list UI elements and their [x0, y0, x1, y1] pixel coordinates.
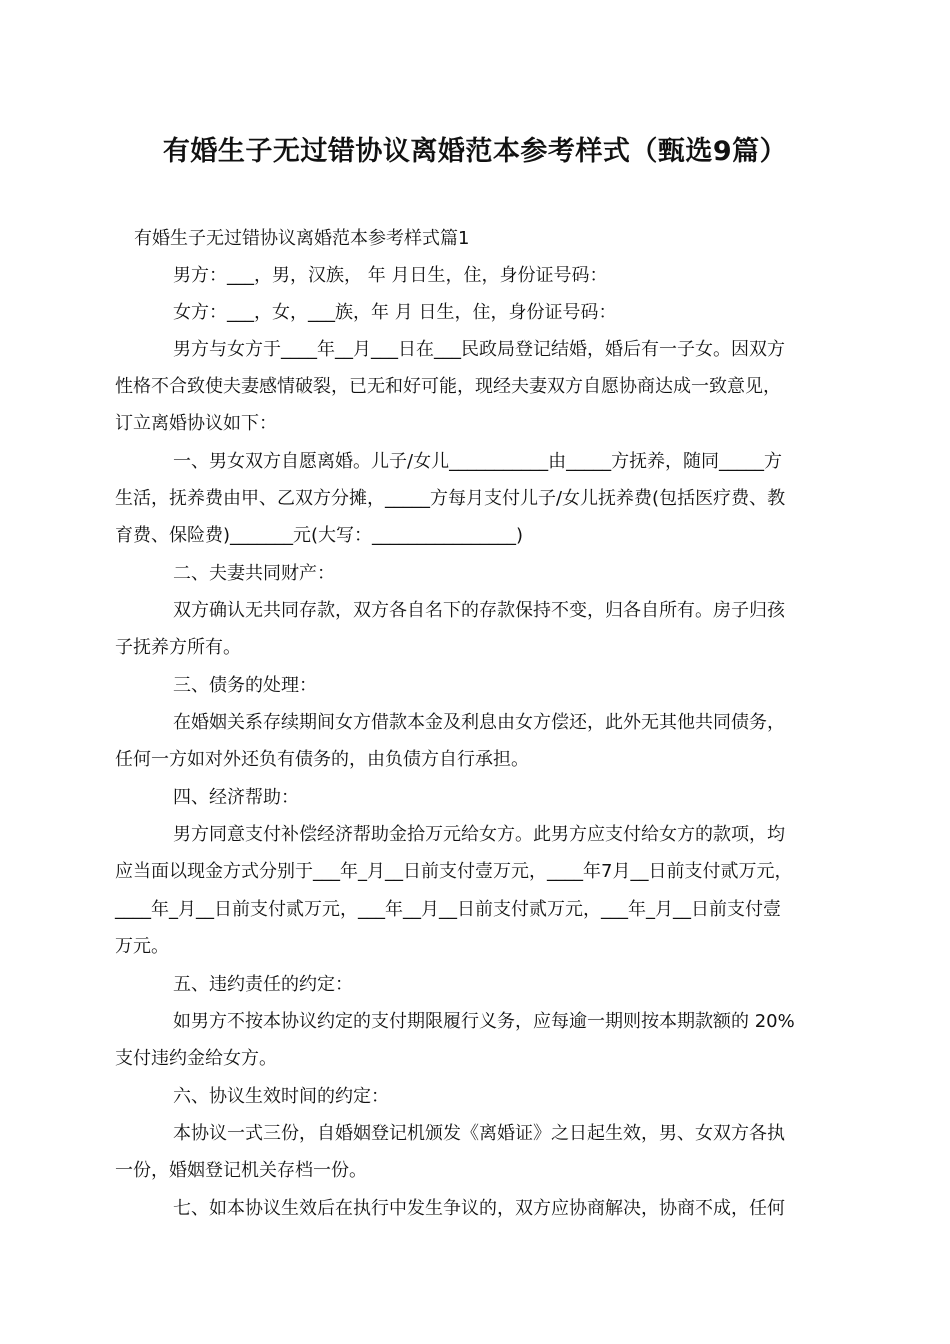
paragraph-line: 在婚姻关系存续期间女方借款本金及利息由女方偿还，此外无其他共同债务，	[173, 712, 785, 733]
paragraph-line: 任何一方如对外还负有债务的，由负债方自行承担。	[115, 749, 529, 770]
clause-heading: 三、债务的处理：	[173, 675, 317, 696]
paragraph-line: 育费、保险费)_______元(大写：________________)	[115, 525, 524, 546]
paragraph-line: 男方同意支付补偿经济帮助金拾万元给女方。此男方应支付给女方的款项，均	[173, 824, 785, 845]
paragraph-line: 一、男女双方自愿离婚。儿子/女儿___________由_____方抚养，随同_____方	[173, 451, 783, 472]
paragraph-line: 生活，抚养费由甲、乙双方分摊，_____方每月支付儿子/女儿抚养费(包括医疗费、教	[115, 488, 786, 509]
section-heading: 有婚生子无过错协议离婚范本参考样式篇1	[134, 228, 470, 249]
document-title: 有婚生子无过错协议离婚范本参考样式（甄选9篇）	[162, 136, 788, 167]
paragraph-line: 男方与女方于____年__月___日在___民政局登记结婚，婚后有一子女。因双方	[173, 339, 785, 360]
clause-heading: 四、经济帮助：	[173, 787, 299, 808]
paragraph-line: 子抚养方所有。	[115, 637, 241, 658]
paragraph-line: 订立离婚协议如下：	[115, 413, 277, 434]
clause-heading: 五、违约责任的约定：	[173, 974, 353, 995]
clause-heading: 二、夫妻共同财产：	[173, 563, 335, 584]
paragraph-line: 支付违约金给女方。	[115, 1048, 277, 1069]
clause-heading: 六、协议生效时间的约定：	[173, 1086, 389, 1107]
paragraph-line: 性格不合致使夫妻感情破裂，已无和好可能，现经夫妻双方自愿协商达成一致意见，	[115, 376, 781, 397]
paragraph-line: 万元。	[115, 936, 169, 957]
paragraph-line: 男方：___，男，汉族， 年 月日生，住，身份证号码：	[173, 265, 608, 286]
paragraph-line: 一份，婚姻登记机关存档一份。	[115, 1160, 367, 1181]
paragraph-line: 本协议一式三份，自婚姻登记机颁发《离婚证》之日起生效，男、女双方各执	[173, 1123, 785, 1144]
paragraph-line: 如男方不按本协议约定的支付期限履行义务，应每逾一期则按本期款额的 20%	[173, 1011, 795, 1032]
paragraph-line: 应当面以现金方式分别于___年_月__日前支付壹万元，____年7月__日前支付贰万元，	[115, 861, 793, 882]
paragraph-line: 女方：___，女，___族，年 月 日生，住，身份证号码：	[173, 302, 617, 323]
paragraph-line: 七、如本协议生效后在执行中发生争议的，双方应协商解决，协商不成，任何	[173, 1198, 785, 1219]
paragraph-line: 双方确认无共同存款，双方各自名下的存款保持不变，归各自所有。房子归孩	[173, 600, 785, 621]
paragraph-line: ____年_月__日前支付贰万元，___年__月__日前支付贰万元，___年_月__日前支付壹	[115, 899, 781, 920]
